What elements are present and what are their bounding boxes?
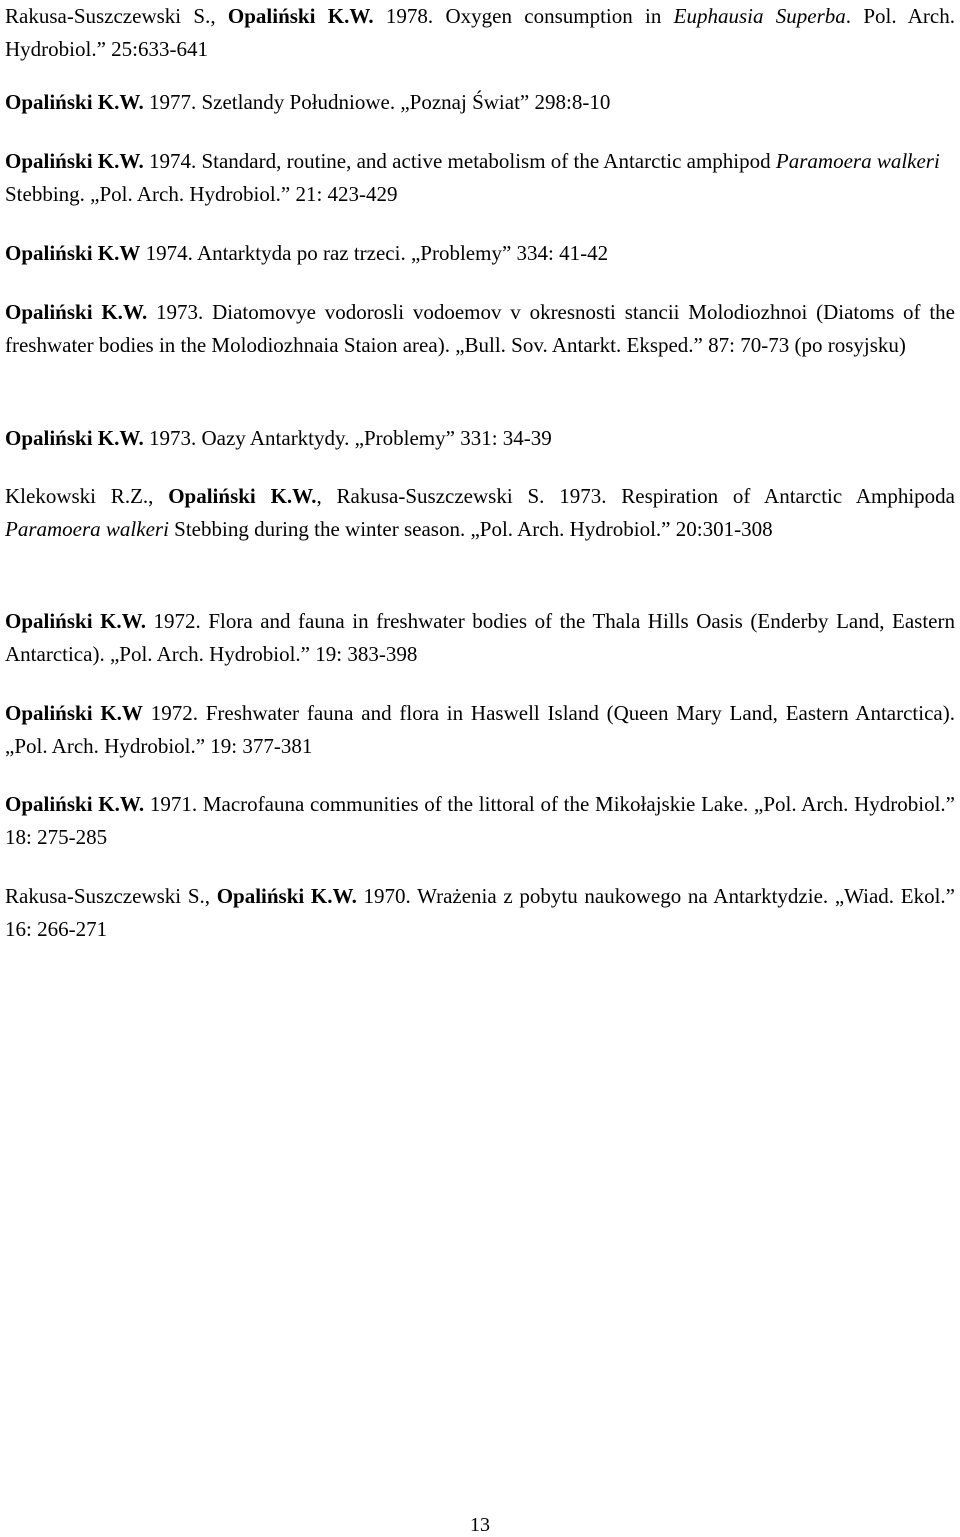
reference-text: 1973. Oazy Antarktydy. „Problemy” 331: 34-39 <box>143 426 552 450</box>
author-name: Opaliński K.W <box>5 701 143 725</box>
reference-text: 1973. Diatomovye vodorosli vodoemov v okresnosti stancii Molodiozhnoi (Diatoms of the freshwater bodies in the Molodiozhnaia Staion area). „Bull. Sov. Antarkt. Eksped.” 87: 70-73 (po rosyjsku) <box>5 300 955 357</box>
reference-entry <box>5 422 955 455</box>
page-number: 13 <box>470 1514 490 1536</box>
reference-entry <box>5 697 955 763</box>
author-name: Opaliński K.W. <box>227 4 374 28</box>
author-name: Opaliński K.W <box>5 241 141 265</box>
reference-text: . Pol. Arch. Hydrobiol.” 25:633-641 <box>5 4 955 61</box>
reference-text: 1971. Macrofauna communities of the littoral of the Mikołajskie Lake. „Pol. Arch. Hydrobiol.” 18: 275-285 <box>5 792 955 849</box>
author-name: Opaliński K.W. <box>5 609 146 633</box>
reference-text: Klekowski R.Z., <box>5 484 169 508</box>
reference-text: 1972. Freshwater fauna and flora in Haswell Island (Queen Mary Land, Eastern Antarctica). „Pol. Arch. Hydrobiol.” 19: 377-381 <box>5 701 955 758</box>
author-name: Opaliński K.W. <box>5 90 144 114</box>
reference-entry <box>5 788 955 854</box>
reference-text: Rakusa-Suszczewski S., <box>5 884 217 908</box>
species-name: Paramoera walkeri <box>775 149 940 173</box>
reference-text: 1978. Oxygen consumption in <box>373 4 674 28</box>
species-name: Euphausia Superba <box>673 4 846 28</box>
reference-entry <box>5 480 955 546</box>
reference-text: 1972. Flora and fauna in freshwater bodies of the Thala Hills Oasis (Enderby Land, Eastern Antarctica). „Pol. Arch. Hydrobiol.” 19: 383-398 <box>5 609 955 666</box>
reference-entry <box>5 145 955 211</box>
reference-entry <box>5 86 955 119</box>
reference-text: Stebbing during the winter season. „Pol. Arch. Hydrobiol.” 20:301-308 <box>168 517 773 541</box>
reference-text: Stebbing. „Pol. Arch. Hydrobiol.” 21: 423-429 <box>5 182 398 206</box>
reference-text: Rakusa-Suszczewski S., <box>5 4 228 28</box>
author-name: Opaliński K.W. <box>5 300 148 324</box>
author-name: Opaliński K.W. <box>168 484 317 508</box>
reference-text: , Rakusa-Suszczewski S. 1973. Respiration of Antarctic Amphipoda <box>316 484 955 508</box>
author-name: Opaliński K.W. <box>5 149 144 173</box>
reference-text: 1974. Standard, routine, and active metabolism of the Antarctic amphipod <box>143 149 776 173</box>
reference-entry <box>5 880 955 946</box>
reference-text: 1977. Szetlandy Południowe. „Poznaj Świat” 298:8-10 <box>143 90 611 114</box>
author-name: Opaliński K.W. <box>5 792 145 816</box>
reference-entry <box>5 605 955 671</box>
reference-text: 1974. Antarktyda po raz trzeci. „Problemy” 334: 41-42 <box>140 241 609 265</box>
author-name: Opaliński K.W. <box>5 426 144 450</box>
reference-entry <box>5 296 955 362</box>
reference-entry <box>5 0 955 66</box>
reference-entry <box>5 237 955 270</box>
reference-text: 1970. Wrażenia z pobytu naukowego na Antarktydzie. „Wiad. Ekol.” 16: 266-271 <box>5 884 955 941</box>
species-name: Paramoera walkeri <box>5 517 169 541</box>
author-name: Opaliński K.W. <box>216 884 357 908</box>
